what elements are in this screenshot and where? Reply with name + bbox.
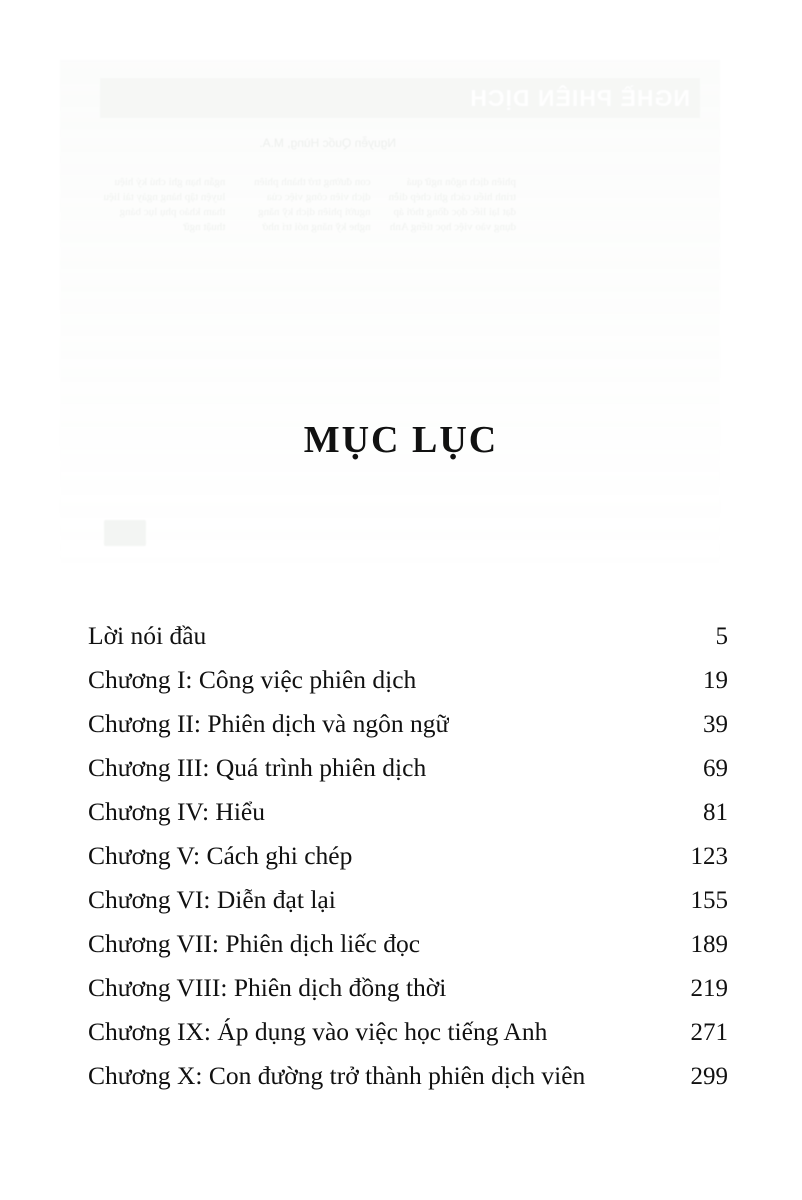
toc-entry-label: Lời nói đầu	[88, 621, 207, 650]
toc-entry-page: 189	[690, 931, 728, 958]
toc-entry-label: Chương VI: Diễn đạt lại	[88, 885, 336, 914]
list-item[interactable]	[88, 922, 728, 966]
list-item[interactable]	[88, 1054, 728, 1098]
toc-entry-label: Chương IX: Áp dụng vào việc học tiếng Anh	[88, 1017, 548, 1046]
list-item[interactable]	[88, 966, 728, 1010]
toc-entry-label: Chương VIII: Phiên dịch đồng thời	[88, 973, 447, 1002]
toc-entry-page: 123	[690, 843, 728, 870]
toc-entry-label: Chương V: Cách ghi chép	[88, 841, 353, 870]
bleed-body-text: phiên dịch ngôn ngữ quá trình hiểu cách ghi chép diễn đạt lại liếc đọc đồng thời áp dụng vào việc học tiếng Anh con đường trở thành phiên dịch viên công việc của người phiên dịch kỹ năng nghe kỹ năng nói trí nhớ ngắn hạn ghi chú ký hiệu luyện tập hàng ngày tài liệu tham khảo phụ lục bảng thuật ngữ	[103, 176, 516, 233]
list-item[interactable]	[88, 790, 728, 834]
page-title: MỤC LỤC	[303, 419, 499, 461]
toc-entry-page: 155	[690, 887, 728, 914]
toc-entry-label: Chương IV: Hiểu	[88, 797, 265, 826]
bleed-band-text: NGHỀ PHIÊN DỊCH	[469, 85, 690, 111]
toc-entry-label: Chương II: Phiên dịch và ngôn ngữ	[88, 709, 450, 738]
toc-entry-page: 69	[703, 755, 728, 782]
toc-entry-page: 5	[715, 623, 728, 650]
list-item[interactable]	[88, 614, 728, 658]
bleed-subtitle: Nguyễn Quốc Hùng, M.A.	[259, 136, 396, 150]
list-item[interactable]	[88, 878, 728, 922]
toc-entry-label: Chương I: Công việc phiên dịch	[88, 665, 417, 694]
toc-entry-label: Chương III: Quá trình phiên dịch	[88, 753, 427, 782]
toc-entry-label: Chương VII: Phiên dịch liếc đọc	[88, 929, 421, 958]
toc-entry-page: 299	[690, 1063, 728, 1090]
list-item[interactable]	[88, 702, 728, 746]
list-item[interactable]	[88, 1010, 728, 1054]
list-item[interactable]	[88, 658, 728, 702]
toc-entry-label: Chương X: Con đường trở thành phiên dịch viên	[88, 1061, 586, 1090]
toc-list	[88, 614, 728, 1098]
toc-entry-page: 219	[690, 975, 728, 1002]
toc-entry-page: 39	[703, 711, 728, 738]
toc-entry-page: 81	[703, 799, 728, 826]
list-item[interactable]	[88, 834, 728, 878]
toc-entry-page: 19	[703, 667, 728, 694]
toc-entry-page: 271	[690, 1019, 728, 1046]
list-item[interactable]	[88, 746, 728, 790]
